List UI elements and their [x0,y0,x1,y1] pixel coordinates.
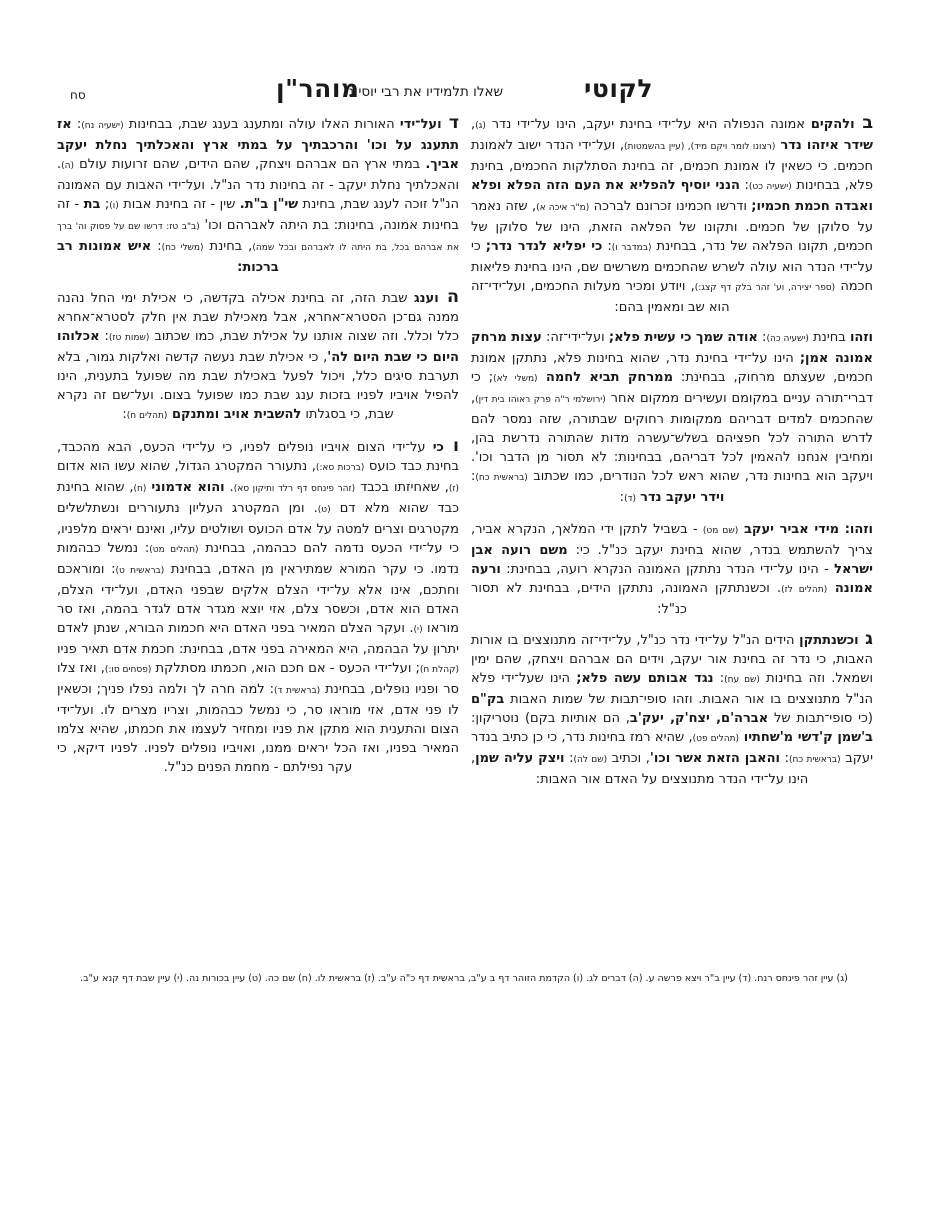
citation: (ברכות סא:) [315,463,365,473]
text-segment: , הינו על־ידי הנדר מתנוצצים על האדם אור האבות: [466,751,809,787]
text-segment: האורות האלו עולה ומתענג בענג שבת, בבחינות [123,117,400,132]
text-segment: הינו על־ידי בחינת נדר, שהוא בחינות פלא, נתתקן אמונת חכמים, שעצתם מרחוק, בבחינת: [466,351,873,385]
paragraph [466,629,873,789]
citation: (תהלים לז) [781,585,828,595]
citation: (שם עח) [724,675,760,685]
text-segment: בק"ם [471,692,505,707]
text-segment: , שהחכמים למדים דבריהם ממקומות רחוקים שבתורה, שזה נמסר להם לדרש התורה לכל חפציהם בשלש־עשרה מדות שהתורה נדרשת בהן, ומחיבין אנחנו להאמין לכל דבריהם, בבחינות: לא תסור מן הדבר וכו'. ויעקב הוא בחינות נדר, שהוא ראש לכל הנודרים, כמו שכתוב [466,391,873,484]
citation: (ו) [109,201,119,211]
citation: (י) [413,625,423,635]
text-segment: ויצק עליה שמן [475,751,565,766]
text-segment: : [564,751,574,766]
text-segment: אכלוהו היום כי שבת היום לה' [52,329,459,365]
text-segment: . ומן המקטרג העליון נתעוררים ונשתלשלים מקטרגים וצרים למטה על אדם הכועס ושולטים עליו, ואינם יראים מלפניו, כי על־ידי הכעס נדמה להם כבהמה, בבחינת [52,501,460,556]
text-segment: , כי אכילת שבת נעשה קדשה ואלקות גמור, בלא תערבת סיגים כלל, ויכול לפעל באכילת שבת מה שפועל בתענית, הינו להפיל אויביו לפניו בזכות ענג שבת כמו שפועל בצום. ועל־שם זה נקרא שבת, כי בסגלתו [52,350,459,422]
paragraph [466,520,873,619]
text-segment: : [122,407,127,422]
text-segment: , ואז צלו סר ופניו נופלים, בבחינת [52,661,459,697]
text-segment: . ועקר הצלם המאיר בפני האדם היא חכמות הבורא, שנתן לאדם יתרון על הבהמה, היא המאירה בפני אדם, בבחינת: חכמת אדם תאיר פניו [52,621,459,657]
text-segment: : [99,329,109,344]
section-letter: ה [438,287,459,307]
citation: (תהלים פט) [692,734,740,744]
citation: (ב"ב טז: דרשו שם על פסוק וה' ברך את אברהם בכל, בת היתה לו לאברהם ובכל שמה) [54,222,460,253]
text-segment: שבת הזה, זה בחינת אכילה בקדשה, כי אכילת ימי החל נהנה ממנה גם־כן הסטרא־אחרא, אבל מאכילת שבת אין חלק לסטרא־אחרא כלל וכלל. וזה שצוה אותנו על אכילת שבת, כמו שכתוב [52,291,459,344]
text-segment: : נמשל כבהמות נדמו. כי עקר המורא שמתיראין מן האדם, בבחינת [52,541,460,577]
text-segment: וזהו: מידי אביר יעקב [738,522,873,537]
text-segment: , [466,117,476,132]
citation: (ישעיה נח) [81,121,124,131]
section-letter: ו [443,436,459,456]
citation: (שם מט) [702,526,739,536]
text-segment: ודרשו חכמינו זכרונם לברכה [589,199,752,214]
text-segment: . וכשנתתקן האמונה, נתתקן הידים, בבחינת לא תסור כנ"ל: [466,581,782,617]
paragraph [52,287,459,426]
text-segment: כי יפליא לנדר נדר; [485,239,603,254]
citation: (ה) [61,161,75,171]
text-segment: ועל־ידי־זה: [541,330,609,345]
text-segment: , שהוא בחינת כבד שהוא מלא דם [52,480,459,516]
citation: (ט) [317,505,331,515]
text-segment: ב'שמן ק'דשי מ'שחתיו [739,730,873,745]
text-segment: וכשנתתקן [799,633,859,648]
text-segment: : ומוראכם וחתכם, אינו אלא על־ידי הצלם אלקים שבפני האדם, ועל־ידי הצלם, האדם הוא אדם, וכשסר צלם, אזי יוצא מגדר אדם לגדר בהמה, ואז סר מוראו [52,562,459,636]
text-segment: עצות מרחק אמונה אמן; [466,330,873,366]
section-letter: ד [441,113,459,133]
torah-heading: שאלו תלמידיו את רבי יוסי נז [344,84,504,100]
text-segment: אמונה הנפולה היא על־ידי בחינת יעקב, הינו על־ידי נדר [485,117,811,132]
section-letter: ב [854,113,874,133]
text-segment: : למה חרה לך ולמה נפלו פניך; וכשאין לו פני אדם, אזי מוראו סר, כי נמשל כבהמות, וצריו מצרים לו. ועל־ידי הצום והתענית הוא מתקן את פניו ומחזיר לעצמו את חכמתו, שהיא צלמו המאיר בפניו, ואז הכל יראים ממנו, ואויביו נופלים לפניו. לפניו דיקא, כי עקר נפילתם - מחמת הפנים כנ"ל. [52,682,459,775]
citation: (בראשית ד) [274,686,321,696]
text-segment: , ויודע ומכיר מעלות החכמים, ועל־ידי־זה הוא שב ומאמין בהם: [466,279,730,315]
text-segment: : [71,117,82,132]
text-segment: . [224,480,234,495]
citation: (ירושלמי ר"ה פרק ראוהו בית דין) [475,395,606,405]
citation: (תהלים מט) [149,545,199,555]
footnotes-line: (ג) עיין זהר פינחס רנח. (ד) עיין ב"ר ויצא פרשה ע. (ה) דברים לג. (ו) הקדמת הזוהר דף ב ע"ב, בראשית דף כ"ה ע"ב. (ז) בראשית לו. (ח) שם כה. (ט) עיין בכורות נה. (י) עיין שבת דף קנא ע"ב. [80,973,848,984]
book-title-likutei: לקוטי [584,74,653,103]
text-segment: אז תתענג על וכו' והרכבתיך על במתי ארץ והאכלתיך נחלת יעקב אביך. [52,117,459,172]
text-segment: , נתעורר המקטרג הגדול, שהוא עשו הוא אדום [52,459,316,474]
paragraph [52,436,460,777]
text-segment: אודה שמך כי עשית פלא; [608,330,758,345]
text-segment: (כי סופי־תבות של [466,692,873,726]
paragraph [52,113,460,277]
text-segment: בחינת [808,330,850,345]
text-segment: , שאחיזתו בכבד [355,480,449,495]
text-segment: אברה'ם, יצח'ק, יעק'ב [629,711,769,726]
text-segment: כי על־ידי הנדר הוא עולה לשרש שהחכמים משרשים שם, הינו בחינת פליאות חכמה [466,239,874,294]
citation: (זהר פינחס דף רלד ותיקון סא) [233,484,356,494]
citation: (קהלת ח) [419,665,459,675]
citation: (משלי לא) [493,374,538,384]
citation: (שמות טז) [108,333,150,343]
citation: (ד) [624,494,636,504]
text-segment: - בשביל לתקן ידי המלאך, הנקרא אביר, צריך להשתמש בנדר, שהוא בחינת יעקב כנ"ל. כי: [466,522,873,558]
column-left [52,113,460,800]
text-segment: הנני יוסיף להפליא את העם הזה הפלא ופלא ואבדה חכמת חכמיו; [466,178,873,214]
citation: (ג) [475,121,486,131]
text-segment: , בחינת [203,239,253,254]
text-segment: שידר איזהו נדר [775,138,874,153]
citation: (פסחים סו:) [104,665,152,675]
text-segment: ורעה אמונה [466,562,873,596]
text-segment: ולהקים [810,117,855,132]
text-segment: והוא אדמוני [151,480,225,495]
citation: (ישעיה כט) [748,182,792,192]
citation: (רצונו לומר ויקם מיד), (עיין בהשמטות) [624,142,776,152]
text-segment: : [466,469,476,484]
citation: (ישעיה כה) [766,334,809,344]
text-segment: - הינו על־ידי הנדר נתתקן האמונה הנקרא רועה, בבחינת: [500,562,835,577]
text-segment: : [739,178,749,193]
citation: (ספר יצירה, וע' זהר בלק דף קצג:) [694,283,836,293]
text-segment: . והאכלתיך נחלת יעקב - זה בחינות נדר הנ"ל. ועל־ידי האבות עם האמונה הנ"ל זוכה לענג שבת, בחינת [52,157,460,212]
text-segment: במתי ארץ הם אברהם ויצחק, שהם הידים, שהם זרועות עולם [74,157,426,172]
text-segment: : [151,239,162,254]
text-segment: ; ועל־ידי הכעס - אם חכם הוא, חכמתו מסתלקת [151,661,420,676]
text-segment: : [713,671,725,686]
text-segment: כי [432,440,444,455]
text-segment: הינו שעל־ידי פלא הנ"ל מתנוצצים בו אור האבות. וזהו סופי־תבות של שמות האבות [466,671,873,707]
text-segment: נגד אבותם עשה פלא; [576,671,714,686]
text-segment: וידר יעקב נדר [640,490,725,505]
text-segment: ועל־ידי [399,117,442,132]
text-segment: , וכתיב [607,751,650,766]
section-letter: ג [858,629,873,649]
book-title-moharan: מוהר"ן [276,74,360,103]
text-segment: ; כי דברי־תורה עניים במקומם ועשירים ממקום אחר [466,370,873,406]
page-number: סח [70,88,86,102]
text-segment: וענג [413,291,439,306]
text-segment: והאבן הזאת אשר וכו' [649,751,781,766]
text-segment: וזהו [849,330,874,345]
text-segment: איש אמונות רב ברכות: [52,239,279,275]
text-segment: משם רועה אבן ישראל [466,543,873,577]
citation: (בראשית כח) [789,755,841,765]
citation: (מ"ר איכה א) [536,203,590,213]
citation: (בראשית כח) [475,473,528,483]
citation: (בראשית ט) [115,566,165,576]
paragraph [466,328,874,509]
text-segment: שין - זה בחינת אבות [118,197,240,212]
text-segment: להשבית אויב ומתנקם [167,407,302,422]
text-segment: , שזה נאמר על סלוקן של חכמים. ותקונו של הפלאה הזאת, הינו של סלוקן של חכמים, תקונו הפלאה של נדר, בבחינת [466,199,873,254]
text-segment: , שהיא רמז בחינות נדר, כי כן כתיב בנדר יעקב [466,730,873,766]
text-columns [52,113,874,800]
citation: (במדבר ו) [611,243,652,253]
text-segment: , ועל־ידי הנדר ישוב לאמונת חכמים. כי כשאין לו אמונת חכמים, זה בחינת הסתלקות החכמים, בחינת פלא, בבחינות [466,138,873,193]
paragraph [466,113,874,317]
text-segment: בת [83,197,101,212]
text-segment: - זה בחינות אמונה, בחינות: בת היתה לאברהם וכו' [52,197,459,233]
citation: (ז) [448,484,460,494]
text-segment: הידים הנ"ל על־ידי נדר כנ"ל, על־ידי־זה מתנוצצים בו אורות האבות, כי נדר זה בחינת אור יעקב, וידים הם אברהם ויצחק, שהם ימין ושמאל. וזה בחינות [466,633,873,686]
column-right [466,113,874,800]
text-segment: : [780,751,789,766]
citation: (משלי כח) [161,243,204,253]
citation: (שם לה) [573,755,608,765]
citation: (תהלים ח) [126,411,168,421]
text-segment: על־ידי הצום אויביו נופלים לפניו, כי על־ידי הכעס, הבא מהכבד, בחינת כבד כועס [52,440,459,474]
text-segment: : [602,239,612,254]
text-segment: : [757,330,767,345]
text-segment: ממרחק תביא לחמה [537,370,673,385]
text-segment: שי"ן ב"ת. [239,197,299,212]
text-segment: : [619,490,625,505]
citation: (ח) [133,484,147,494]
text-segment: , הם אותיות בקם) נוטריקון: [466,711,630,726]
text-segment: ; [100,197,110,212]
